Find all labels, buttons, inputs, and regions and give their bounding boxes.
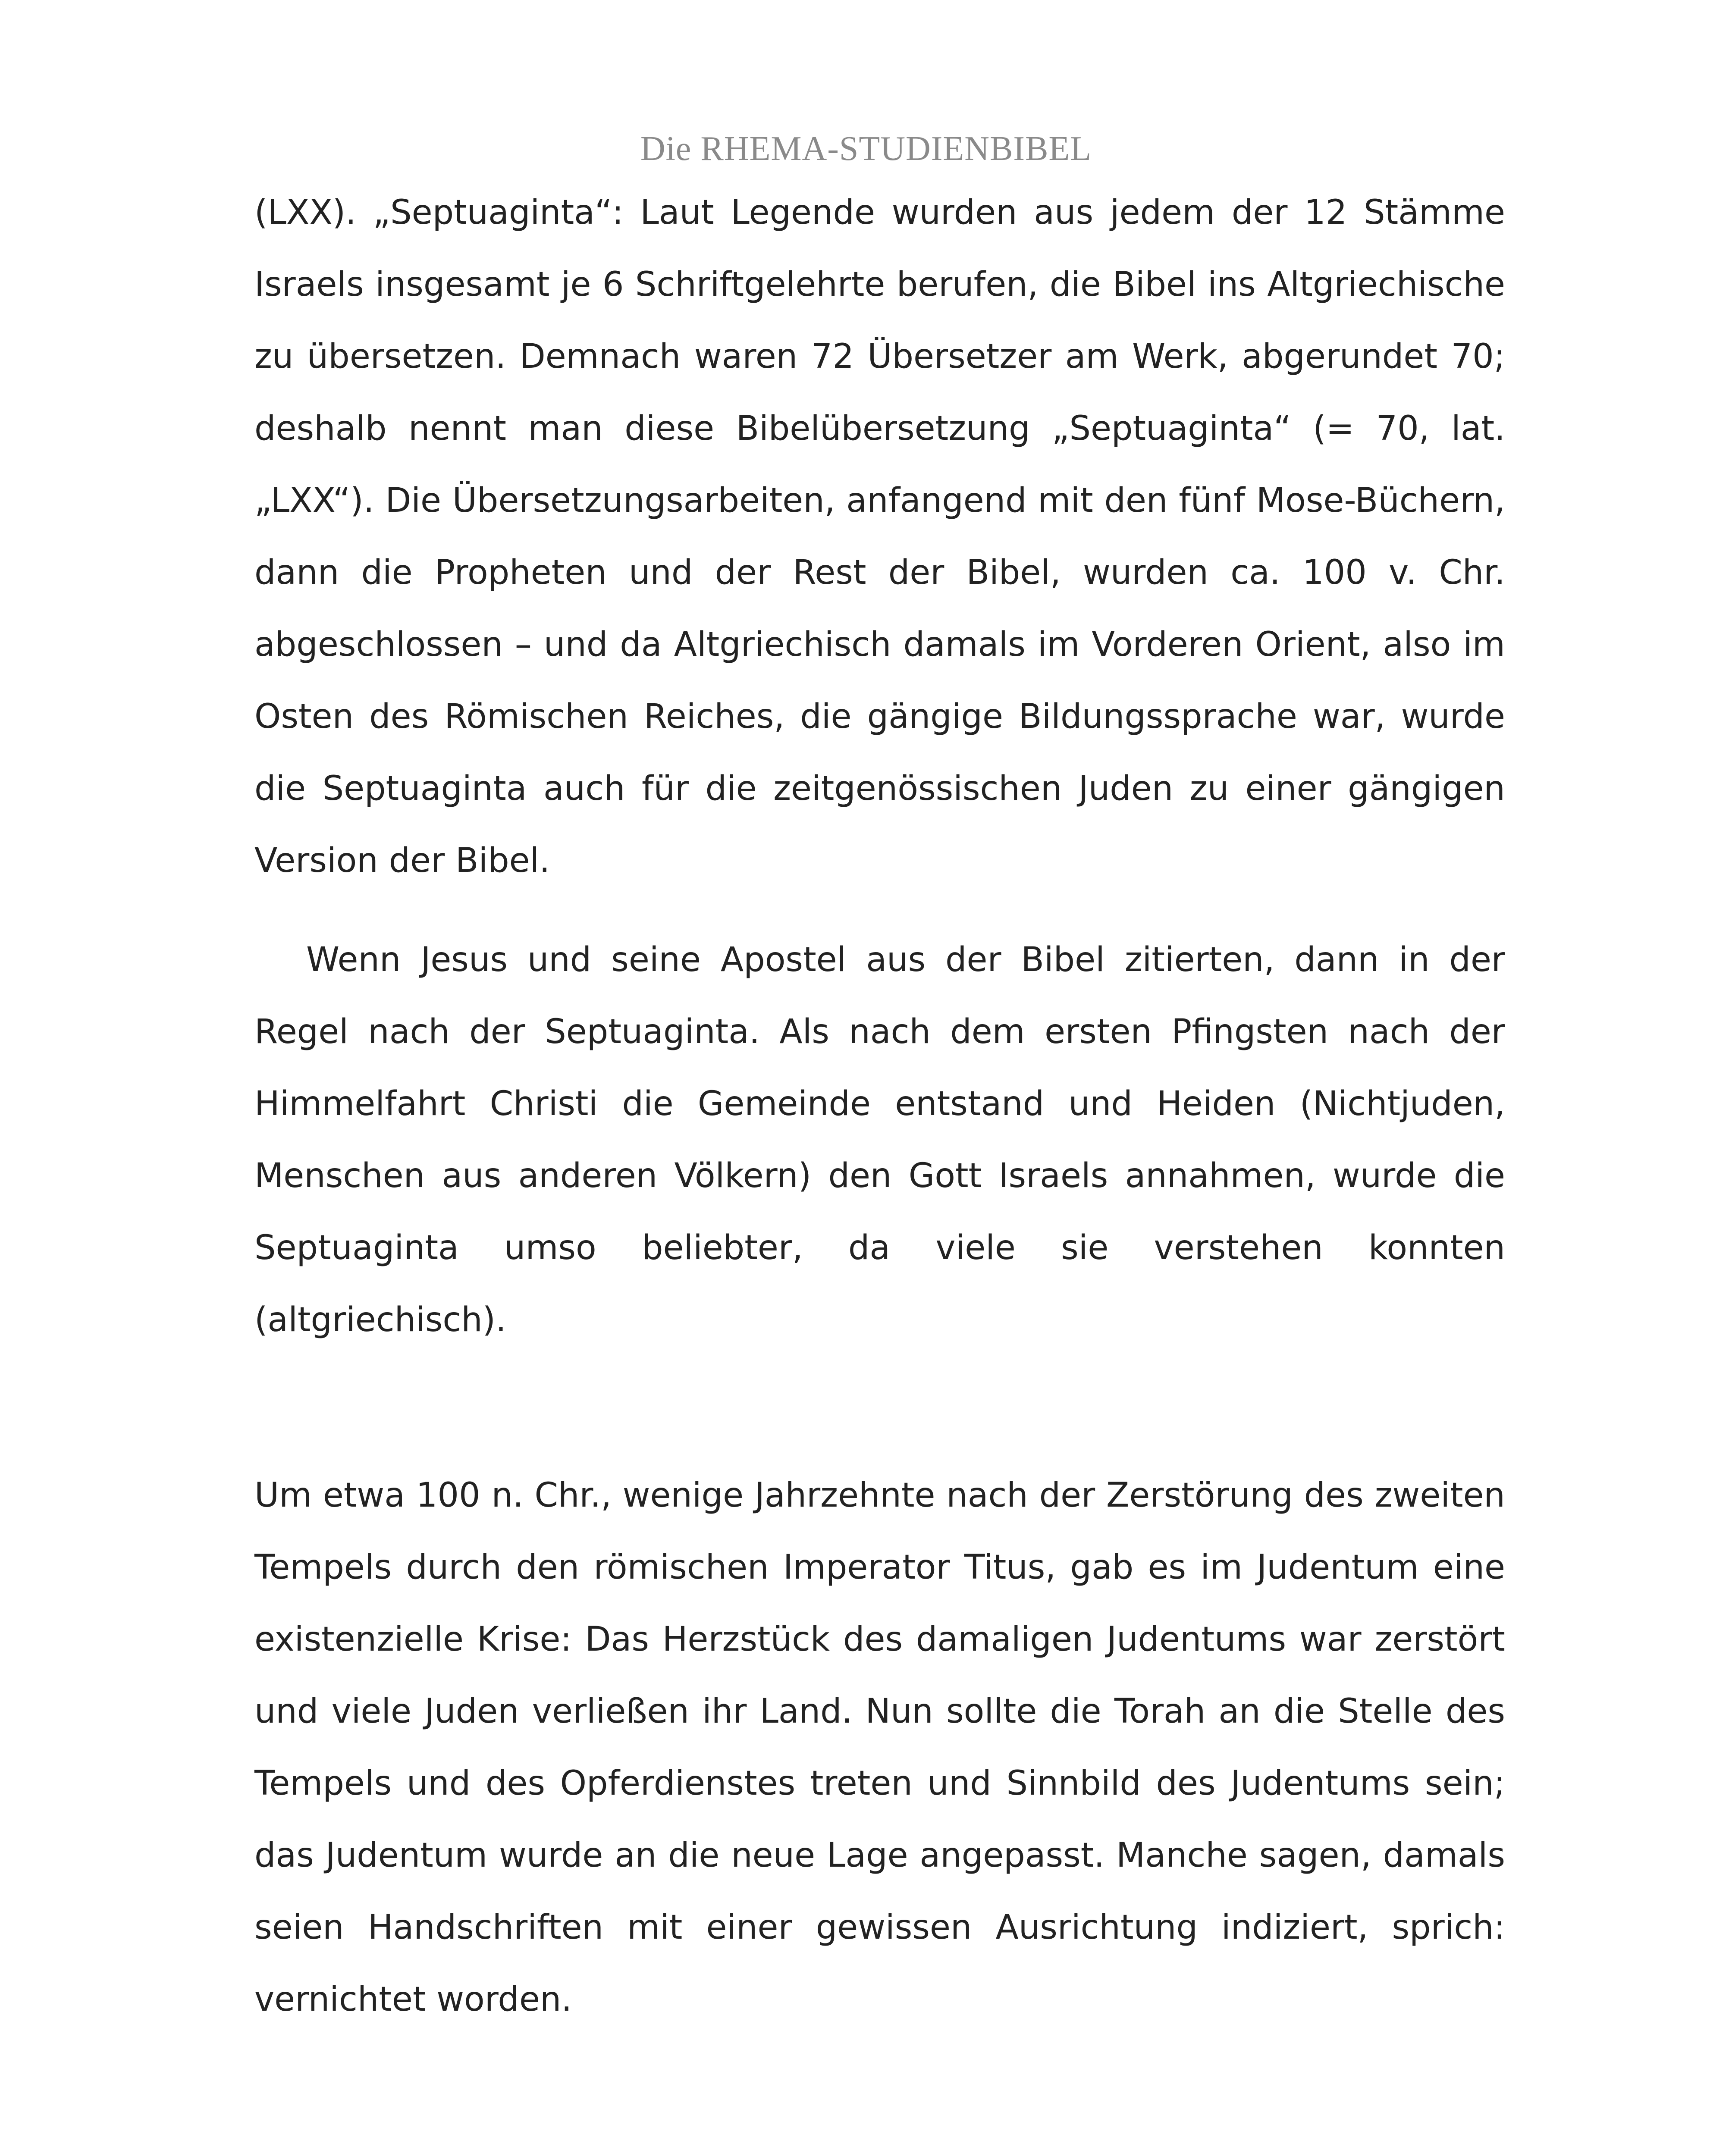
- paragraph-jesus-apostles: Wenn Jesus und seine Apostel aus der Bibel zitierten, dann in der Regel nach der Septuaginta. Als nach dem ersten Pfingsten nach der Himmelfahrt Christi die Gemeinde entstand und Heiden (Nichtjuden, Menschen aus anderen Völkern) den Gott Israels annahmen, wurde die Septuaginta umso beliebter, da viele sie verstehen konnten (altgriechisch).: [254, 940, 1505, 1339]
- running-header: Die RHEMA-STUDIENBIBEL: [640, 130, 1092, 168]
- paragraph-judaism-crisis: Um etwa 100 n. Chr., wenige Jahrzehnte nach der Zerstörung des zweiten Tempels durch den römischen Imperator Titus, gab es im Judentum eine existenzielle Krise: Das Herzstück des damaligen Judentums war zerstört und viele Juden verließen ihr Land. Nun sollte die Torah an die Stelle des Tempels und des Opferdienstes treten und Sinnbild des Judentums sein; das Judentum wurde an die neue Lage angepasst. Manche sagen, damals seien Handschriften mit einer gewissen Ausrichtung indiziert, sprich: vernichtet worden.: [254, 1476, 1505, 2019]
- paragraph-septuaginta-origin: (LXX). „Septuaginta“: Laut Legende wurden aus jedem der 12 Stämme Israels insgesamt je 6 Schriftgelehrte berufen, die Bibel ins Altgriechische zu übersetzen. Demnach waren 72 Übersetzer am Werk, abgerundet 70; deshalb nennt man diese Bibelübersetzung „Septuaginta“ (= 70, lat. „LXX“). Die Übersetzungsarbeiten, anfangend mit den fünf Mose-Büchern, dann die Propheten und der Rest der Bibel, wurden ca. 100 v. Chr. abgeschlossen – und da Altgriechisch damals im Vorderen Orient, also im Osten des Römischen Reiches, die gängige Bildungssprache war, wurde die Septuaginta auch für die zeitgenössischen Juden zu einer gängigen Version der Bibel.: [254, 193, 1505, 880]
- body-text: [254, 177, 1505, 2036]
